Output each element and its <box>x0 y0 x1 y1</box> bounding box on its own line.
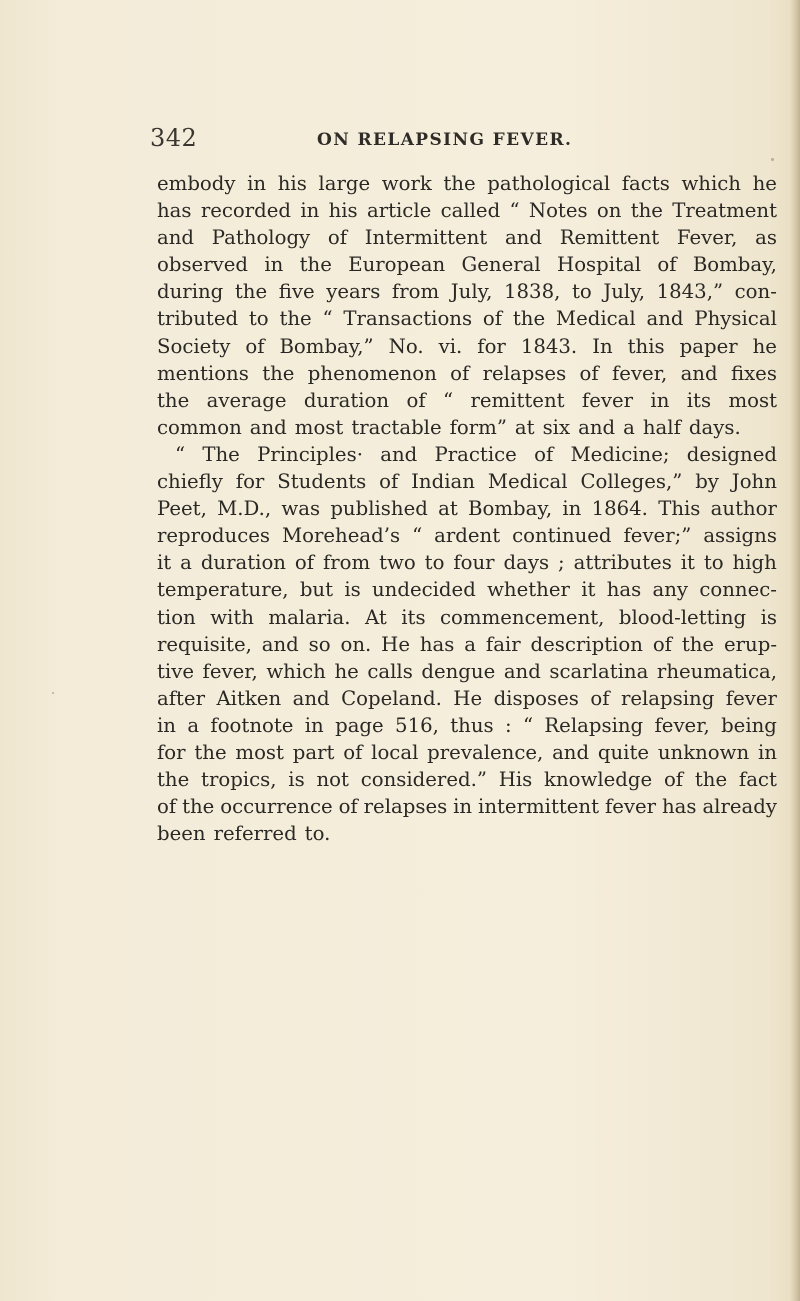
text-line: during the five years from July, 1838, to July, 1843,” con- <box>157 280 777 304</box>
paper-speck <box>771 158 774 161</box>
text-line: common and most tractable form” at six and a half days. <box>157 415 741 439</box>
text-line: for the most part of local prevalence, and quite unknown in <box>157 740 777 764</box>
text-line: of the occurrence of relapses in intermittent fever has already <box>157 795 777 819</box>
text-line: tion with malaria. At its commencement, blood-letting is <box>157 605 777 629</box>
text-line: temperature, but is undecided whether it has any connec- <box>157 578 777 602</box>
text-line: the tropics, is not considered.” His knowledge of the fact <box>157 768 777 792</box>
text-line: chiefly for Students of Indian Medical Colleges,” by John <box>157 470 777 494</box>
text-line: has recorded in his article called “ Notes on the Treatment <box>157 199 777 223</box>
text-line: the average duration of “ remittent fever in its most <box>157 388 777 412</box>
text-line: mentions the phenomenon of relapses of fever, and fixes <box>157 361 777 385</box>
paper-speck <box>52 692 54 694</box>
text-line: after Aitken and Copeland. He disposes of relapsing fever <box>157 686 777 710</box>
text-line: tive fever, which he calls dengue and scarlatina rheumatica, <box>157 659 777 683</box>
text-line: and Pathology of Intermittent and Remittent Fever, as <box>157 226 777 250</box>
text-line: been referred to. <box>157 822 331 846</box>
page-number: 342 <box>150 124 198 152</box>
running-head: ON RELAPSING FEVER. <box>317 130 573 150</box>
page-header <box>150 124 790 164</box>
text-line: embody in his large work the pathological facts which he <box>157 172 777 195</box>
text-line: in a footnote in page 516, thus : “ Relapsing fever, being <box>157 713 777 737</box>
text-line: Society of Bombay,” No. vi. for 1843. In this paper he <box>157 334 777 358</box>
text-line: “ The Principles· and Practice of Medicine; designed <box>175 442 777 466</box>
body-text <box>157 170 777 847</box>
page-edge-shadow <box>790 0 800 1301</box>
text-line: Peet, M.D., was published at Bombay, in 1864. This author <box>157 497 777 521</box>
text-line: observed in the European General Hospital of Bombay, <box>157 253 777 277</box>
text-line: requisite, and so on. He has a fair description of the erup- <box>157 632 777 656</box>
text-line: reproduces Morehead’s “ ardent continued fever;” assigns <box>157 524 777 548</box>
text-line: tributed to the “ Transactions of the Medical and Physical <box>157 307 777 331</box>
text-line: it a duration of from two to four days ; attributes it to high <box>157 551 777 575</box>
